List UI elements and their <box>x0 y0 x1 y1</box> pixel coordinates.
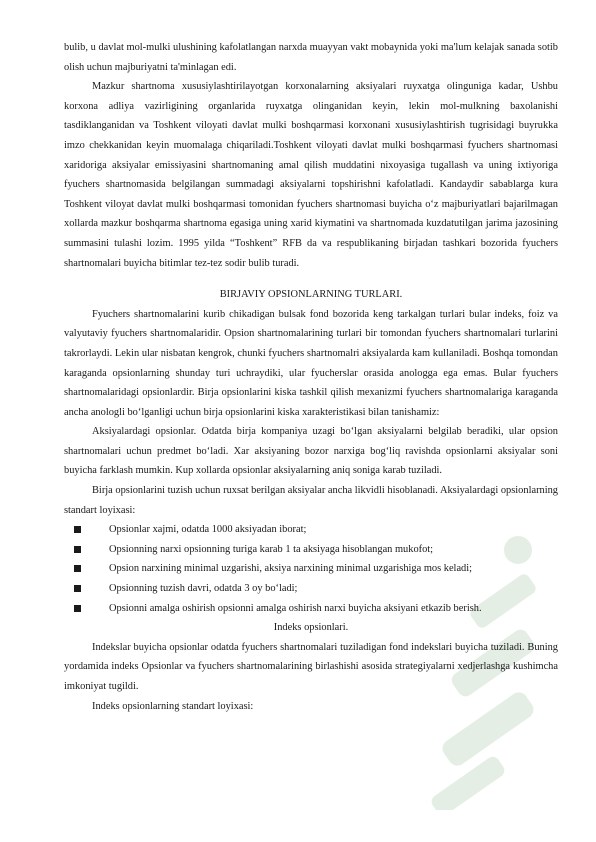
section-title: BIRJAVIY OPSIONLARNING TURLARI. <box>219 289 403 301</box>
list-item: Opsion narxining minimal uzgarishi, aksiya narxining minimal uzgarishiga mos keladi; <box>64 559 558 579</box>
paragraph-contract-description: Mazkur shartnoma xususiylashtirilayotgan korxonalarning aksiyalari ruyxatga olinguniga kadar, Ushbu korxona adliya vazirligining organlarida ruyxatga olinganidan keyin, lekin mol-mulkning baxolanishi tasdiklanganidan va Toshkent viloyati davlat mulki boshqarmasi korxonani xususiylashtirish tugrisidagi buyrukka imzo chekkanidan keyin muomalaga chiqariladi.Toshkent viloyati davlat mulki boshqarmasi fyuchers shartnomasi xaridoriga aksiyalar emissiyasini shartnomaning amal qilish muddatini nixoyasiga tugallash va uning ixtiyoriga fyuchers shartnomasida belgilangan summadagi aksiyalarni topshirishni kafolatladi. Kandaydir sabablarga kura Toshkent viloyat davlat mulki boshqarmasi tomonidan fyuchers shartnomasi buyicha o‘z majburiyatlari bajarilmagan xollarda mazkur boshqarma shartnoma egasiga uning xarid kiymatini va shartnomada kuzdatutilgan jarima jazosining summasini tulashi lozim. 1995 yilda “Toshkent” RFB da va respublikaning birjadan tashkari bozorida fyuchers shartnomalari buyicha bitimlar tez-tez sodir bulib turadi. <box>64 81 558 269</box>
list-item: Opsionlar xajmi, odatda 1000 aksiyadan iborat; <box>64 520 558 540</box>
paragraph-index-options: Indekslar buyicha opsionlar odatda fyuchers shartnomalari tuziladigan fond indekslari buyicha tuziladi. Buning yordamida indeks Opsionlar va fyuchers shartnomalarining birlashishi asosida strategiyalarni xedjerlashga kushimcha imkoniyat tugildi. <box>64 641 558 692</box>
list-item: Opsionning narxi opsionning turiga karab 1 ta aksiyaga hisoblangan mukofot; <box>64 540 558 560</box>
paragraph-index-standard: Indeks opsionlarning standart loyixasi: <box>92 700 254 712</box>
bullet-list-standard-design <box>64 520 558 618</box>
subsection-title: Indeks opsionlari. <box>273 622 349 634</box>
paragraph-intro-continuation: bulib, u davlat mol-mulki ulushining kafolatlangan narxda muayyan vakt mobaynida yoki ma'lum kelajak sanada sotib olish uchun majburiyatni ta'minlagan edi. <box>64 42 558 73</box>
list-item: Opsionning tuzish davri, odatda 3 oy bo‘ladi; <box>64 579 558 599</box>
paragraph-futures-overview: Fyuchers shartnomalarini kurib chikadigan bulsak fond bozorida keng tarkalgan turlari bular indeks, foiz va valyutaviy fyuchers shartnomalaridir. Opsion shartnomalarining turlari bir tomondan fyuchers shartnomalari turlarini takrorlaydi. Lekin ular nisbatan kengrok, chunki fyuchers shartnomalri aksiyalarda kam kullaniladi. Boshqa tomondan karaganda opsionlarning shunday turi uchraydiki, ular fyucherslar orasida anologga ega emas. Bular fyuchers shartnomalaridagi opsionlardir. Birja opsionlarini kiska tashkil qilish mexanizmi fyuchers shartnomalariga karaganda ancha anologli bo‘lganligi uchun birja opsionlarini kiska xarakteristikasi bilan tanishamiz: <box>64 308 558 418</box>
square-bullet-icon <box>74 565 81 572</box>
square-bullet-icon <box>74 546 81 553</box>
square-bullet-icon <box>74 526 81 533</box>
list-item: Opsionni amalga oshirish opsionni amalga oshirish narxi buyicha aksiyani etkazib berish. <box>64 599 558 619</box>
paragraph-stock-options: Aksiyalardagi opsionlar. Odatda birja kompaniya uzagi bo‘lgan aksiyalarni belgilab beradiki, ular opsion shartnomalari uchun predmet bo‘ladi. Xar aksiyaning bozor narxiga bog‘liq ravishda opsionlarni aksiyalar soni buyicha farklash mumkin. Kup xollarda opsionlar aksiyalarning aniq soniga karab tuziladi. <box>64 426 558 477</box>
square-bullet-icon <box>74 605 81 612</box>
document-page <box>64 38 558 716</box>
paragraph-standard-design: Birja opsionlarini tuzish uchun ruxsat berilgan aksiyalar ancha likvidli hisoblanadi. Aksiyalardagi opsionlarning standart loyixasi: <box>64 485 558 516</box>
square-bullet-icon <box>74 585 81 592</box>
